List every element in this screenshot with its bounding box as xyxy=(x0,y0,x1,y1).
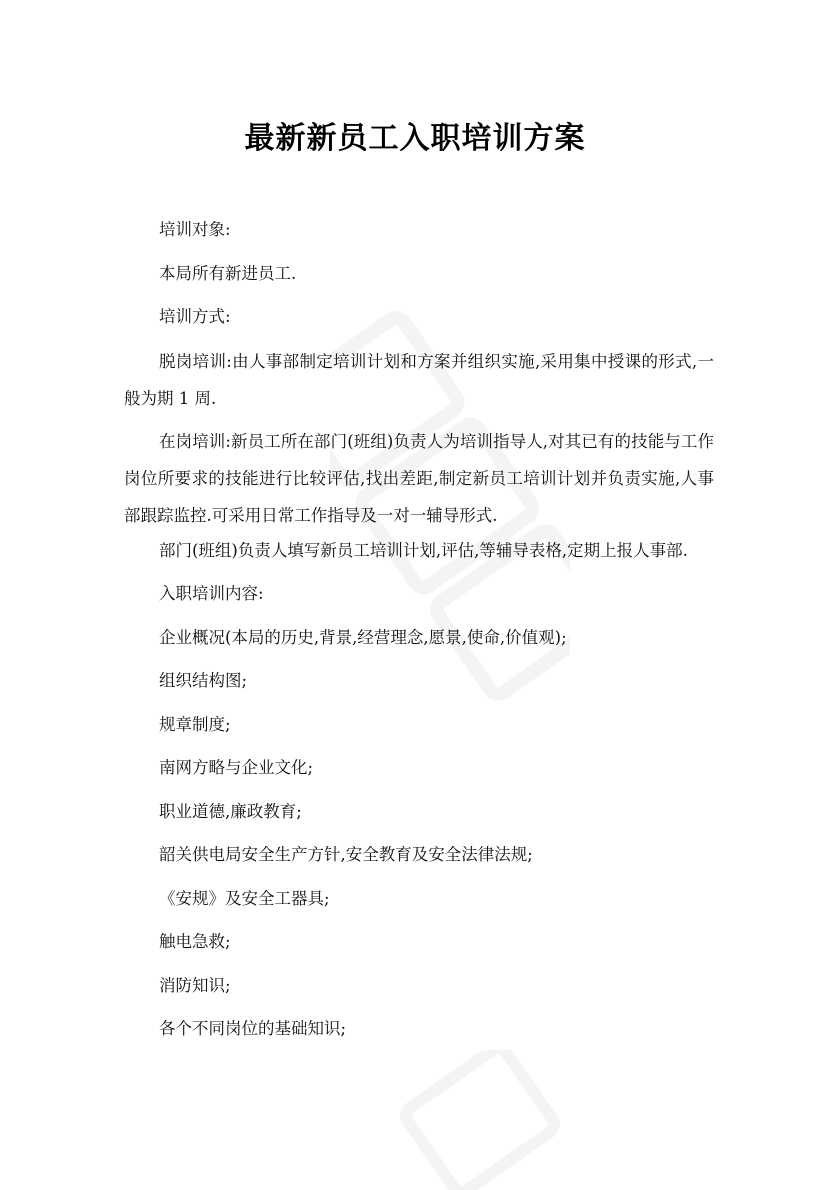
paragraph: 本局所有新进员工. xyxy=(159,263,297,283)
paragraph: 各个不同岗位的基础知识; xyxy=(159,1019,347,1038)
watermark-fragment-icon xyxy=(380,1050,580,1190)
paragraph: 培训方式: xyxy=(159,307,231,326)
paragraph: 入职培训内容: xyxy=(159,584,264,603)
paragraph: 南网方略与企业文化; xyxy=(159,758,314,777)
paragraph: 企业概况(本局的历史,背景,经营理念,愿景,使命,价值观); xyxy=(159,627,567,647)
paragraph: 部门(班组)负责人填写新员工培训计划,评估,等辅导表格,定期上报人事部. xyxy=(159,540,688,560)
paragraph: 消防知识; xyxy=(159,975,231,995)
paragraph: 韶关供电局安全生产方针,安全教育及安全法律法规; xyxy=(159,845,533,864)
paragraph: 《安规》及安全工器具; xyxy=(159,888,330,908)
paragraph: 培训对象: xyxy=(159,220,231,239)
paragraph: 规章制度; xyxy=(159,714,231,734)
paragraph: 触电急救; xyxy=(159,932,231,951)
paragraph: 职业道德,廉政教育; xyxy=(159,801,302,821)
paragraph: 脱岗培训:由人事部制定培训计划和方案并组织实施,采用集中授课的形式,一般为期 1 周. xyxy=(124,351,714,408)
paragraph: 在岗培训:新员工所在部门(班组)负责人为培训指导人,对其已有的技能与工作岗位所要求的技能进行比较评估,找出差距,制定新员工培训计划并负责实施,人事部跟踪监控.可采用日常工作指导及一对一辅导形式. xyxy=(124,431,714,525)
document-body xyxy=(124,219,714,1062)
document-title: 最新新员工入职培训方案 xyxy=(244,121,586,156)
paragraph: 组织结构图; xyxy=(159,671,248,690)
